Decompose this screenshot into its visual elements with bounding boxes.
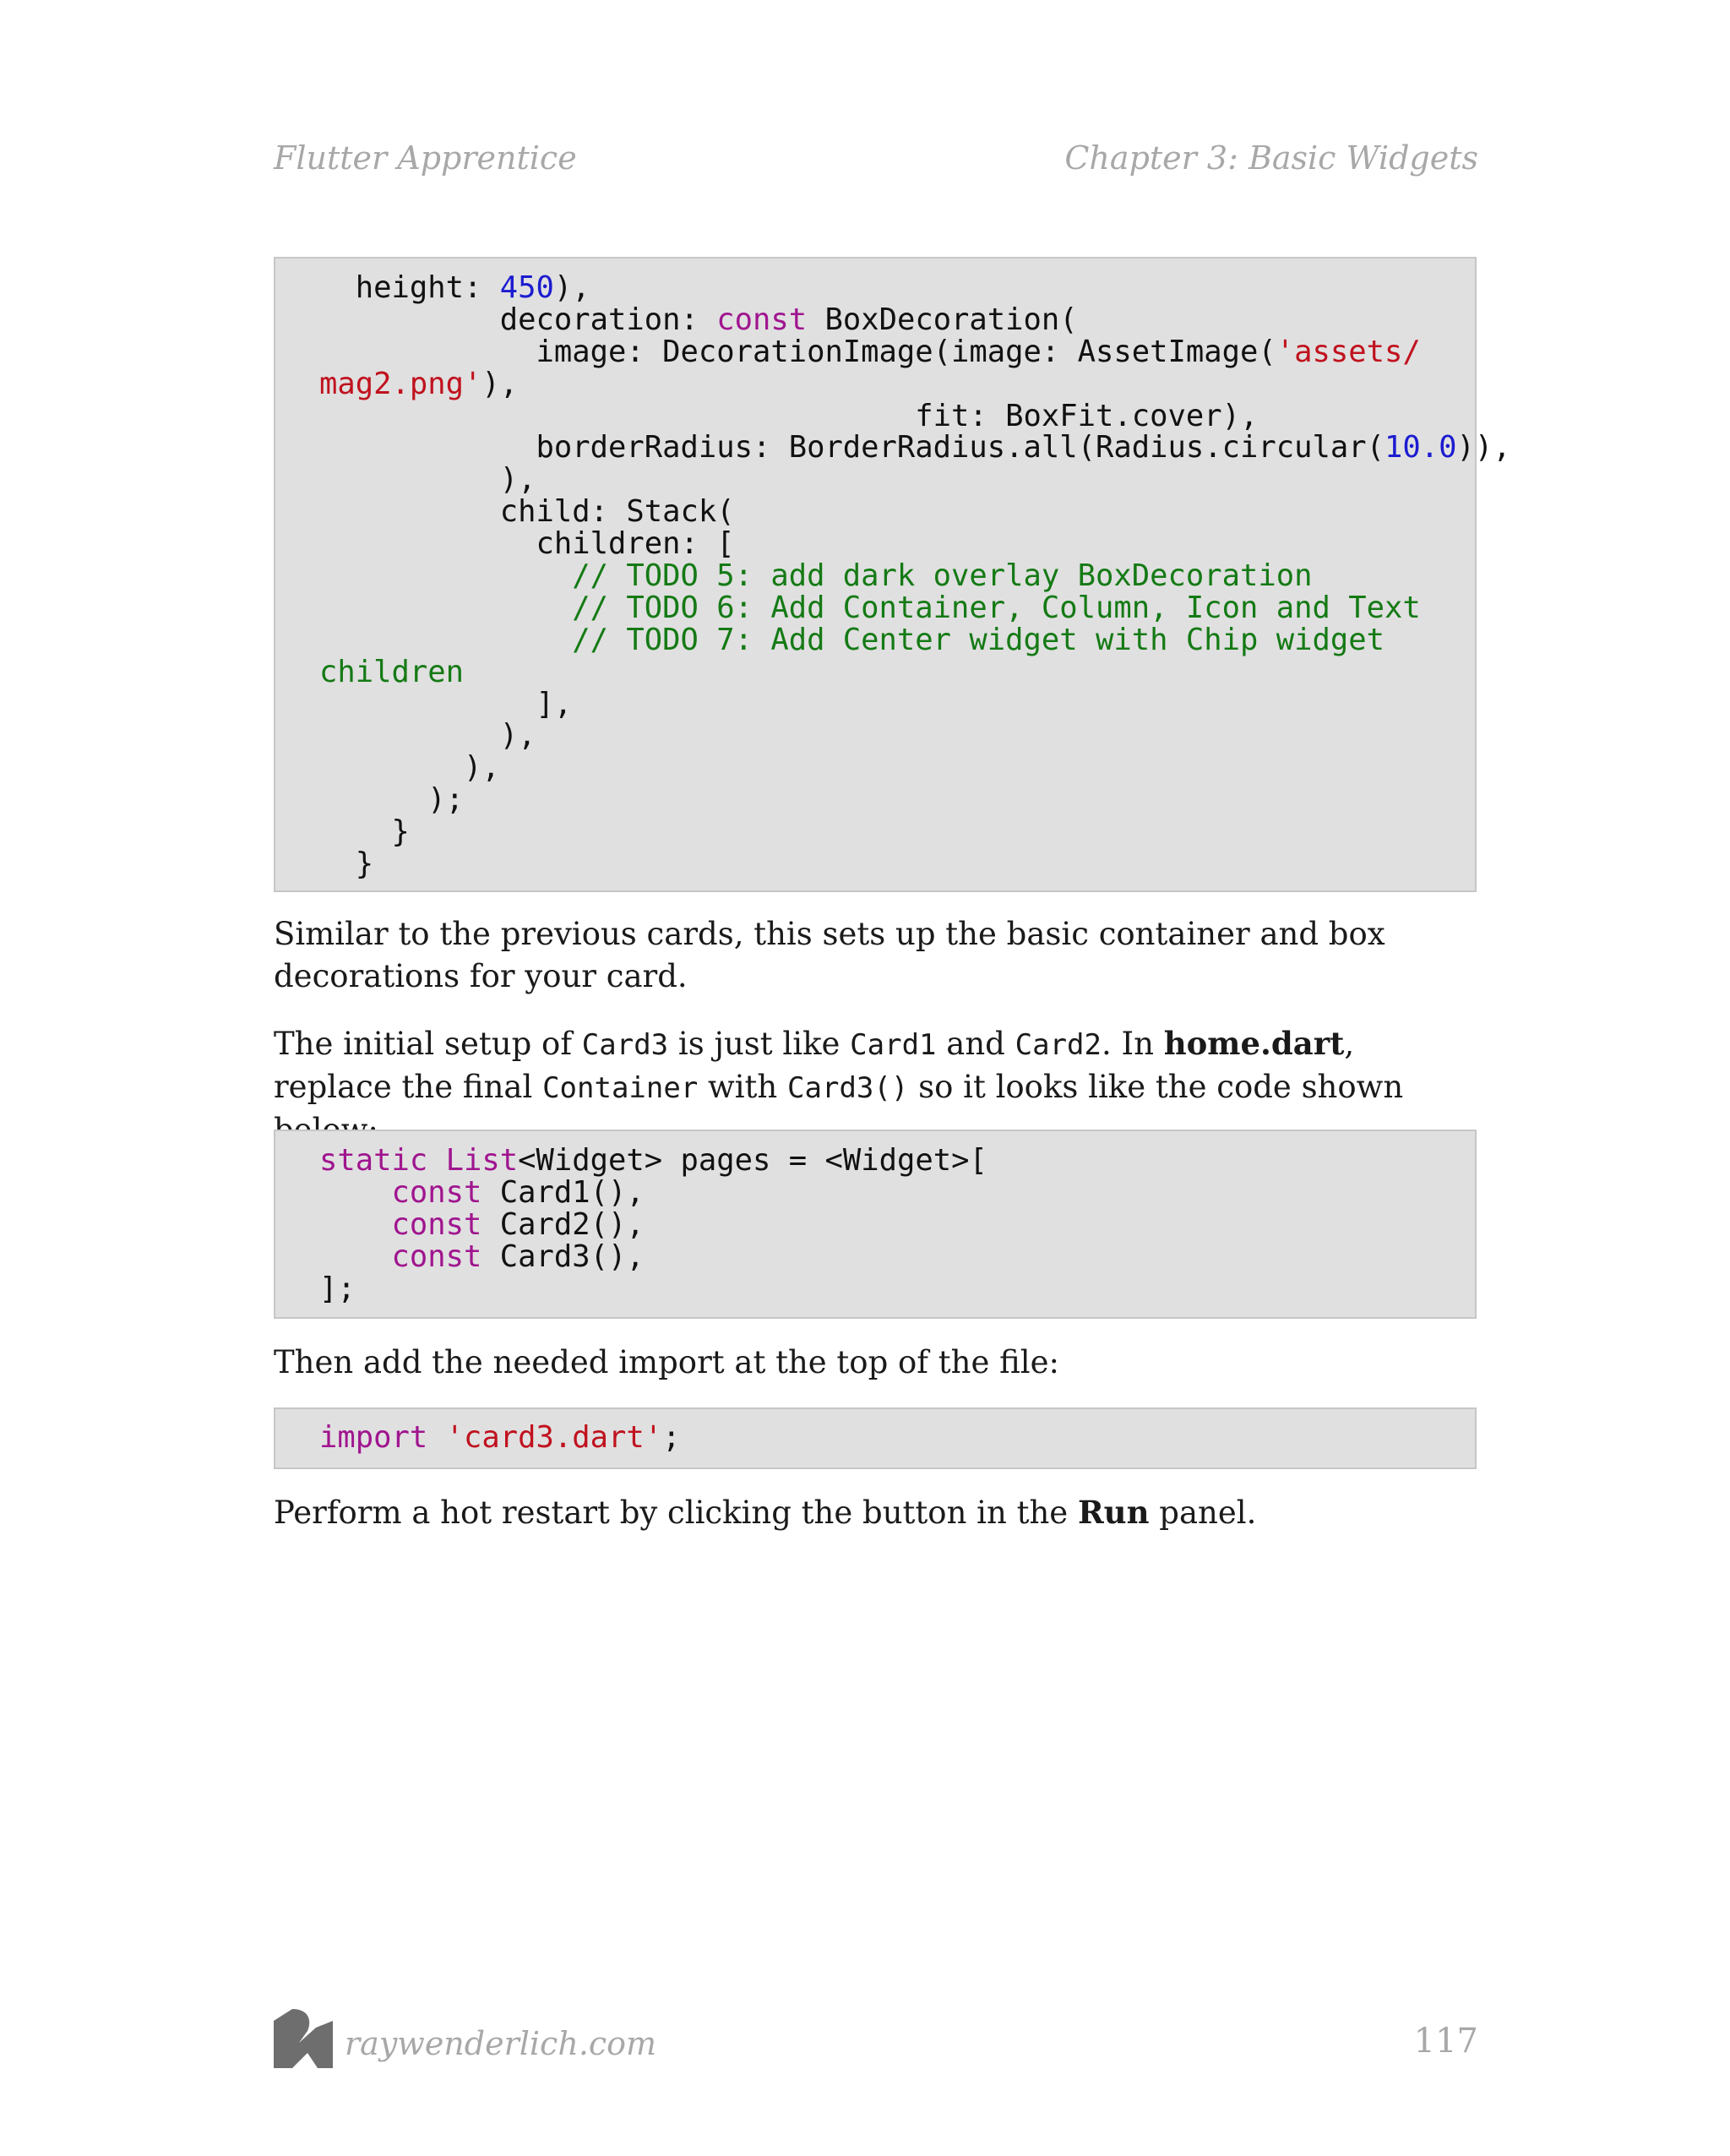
code-line — [319, 656, 1475, 689]
raywenderlich-logo-icon — [274, 2009, 333, 2068]
code-token-plain: Card1(), — [481, 1174, 645, 1210]
code-token-plain: ]; — [319, 1271, 356, 1306]
code-line — [319, 336, 1475, 368]
text-run: with — [698, 1069, 788, 1105]
inline-code: Card2 — [1015, 1028, 1102, 1062]
code-token-plain: ), — [481, 366, 519, 401]
code-line — [319, 430, 1511, 466]
code-token-number: 10.0 — [1385, 430, 1457, 466]
bold-text: home.dart — [1163, 1025, 1345, 1062]
text-run: The initial setup of — [274, 1026, 582, 1062]
code-token-plain — [427, 1420, 445, 1455]
code-token-number: 450 — [499, 270, 554, 305]
text-run: panel. — [1149, 1494, 1257, 1531]
text-run: so it looks like the code shown — [918, 1069, 1404, 1105]
code-line — [319, 400, 1475, 433]
code-token-plain: ); — [319, 782, 464, 818]
code-line — [319, 686, 1475, 721]
paragraph-hot-restart — [274, 1491, 1482, 1534]
code-token-keyword: List — [445, 1143, 519, 1178]
code-token-plain: fit: BoxFit.cover), — [319, 398, 1259, 433]
book-title: Flutter Apprentice — [274, 139, 577, 177]
paragraph-add-import: Then add the needed import at the top of the file: — [274, 1344, 1059, 1380]
code-line — [319, 304, 1475, 336]
code-token-keyword: static — [319, 1143, 428, 1178]
code-token-plain: ), — [553, 270, 590, 305]
code-token-plain: } — [319, 847, 374, 882]
code-token-plain: children: [ — [319, 526, 735, 562]
text-run: Perform a hot restart by clicking the button in the — [274, 1494, 1078, 1531]
code-token-plain: decoration: — [319, 302, 717, 337]
code-token-plain: image: DecorationImage(image: AssetImage( — [319, 334, 1276, 369]
code-line — [319, 1206, 1475, 1242]
code-token-string: 'assets/ — [1276, 334, 1421, 369]
code-token-plain: height: — [319, 270, 500, 305]
inline-code: Card3 — [581, 1028, 669, 1062]
code-line — [319, 592, 1475, 624]
code-token-plain — [319, 1207, 392, 1242]
code-line — [319, 1273, 1475, 1305]
code-token-plain: ), — [319, 718, 536, 754]
code-token-plain: child: Stack( — [319, 494, 735, 530]
code-token-plain: ; — [662, 1420, 681, 1455]
code-token-plain: ), — [319, 750, 500, 786]
code-token-plain: BoxDecoration( — [807, 302, 1078, 337]
code-line — [319, 1174, 1475, 1210]
code-token-plain — [319, 1239, 392, 1274]
code-line — [319, 1145, 1475, 1177]
code-token-plain — [427, 1143, 445, 1178]
code-line — [319, 720, 1475, 752]
chapter-title: Chapter 3: Basic Widgets — [1064, 139, 1478, 177]
code-token-comment: // TODO 6: Add Container, Column, Icon and Text — [319, 590, 1421, 625]
code-line — [319, 528, 1475, 560]
bold-text: Run — [1077, 1494, 1150, 1531]
code-token-plain: ], — [319, 686, 573, 721]
paragraph-card-description: Similar to the previous cards, this sets up the basic container and box decorations for your card. — [274, 916, 1385, 994]
code-token-keyword: import — [319, 1420, 428, 1455]
code-line — [319, 784, 1475, 816]
code-token-plain — [319, 1175, 392, 1210]
text-run: . In — [1101, 1026, 1164, 1062]
code-block-import — [274, 1407, 1477, 1469]
code-token-comment: children — [319, 654, 464, 689]
code-token-comment: // TODO 7: Add Center widget with Chip widget — [319, 622, 1385, 657]
code-line — [319, 848, 1475, 880]
code-token-comment: // TODO 5: add dark overlay BoxDecoration — [319, 558, 1313, 594]
code-line — [319, 464, 1475, 496]
code-token-string: 'card3.dart' — [445, 1420, 663, 1455]
code-token-string: mag2.png' — [319, 366, 482, 401]
code-token-plain: )), — [1456, 430, 1511, 466]
code-token-plain: ), — [319, 462, 536, 498]
code-line — [319, 816, 1475, 848]
code-block-pages-list — [274, 1130, 1477, 1319]
code-token-plain: borderRadius: BorderRadius.all(Radius.circular( — [319, 430, 1385, 466]
code-token-keyword: const — [716, 302, 808, 337]
text-run: and — [936, 1026, 1015, 1062]
text-run: is just like — [668, 1026, 851, 1062]
code-token-plain: Card2(), — [481, 1206, 645, 1242]
code-line — [319, 1422, 1475, 1454]
inline-code: Container — [542, 1071, 699, 1105]
text-run: , replace the final — [274, 1026, 1355, 1105]
code-line — [319, 368, 1475, 400]
code-token-plain: <Widget> pages = <Widget>[ — [518, 1143, 987, 1178]
code-line — [319, 752, 1475, 784]
code-line — [319, 1241, 1475, 1273]
code-token-plain: } — [319, 814, 410, 850]
code-block-card3-widget — [274, 257, 1511, 892]
code-line — [319, 496, 1475, 528]
code-line — [319, 624, 1475, 656]
page-number: 117 — [1413, 2022, 1478, 2061]
code-token-keyword: const — [391, 1174, 482, 1210]
code-token-keyword: const — [391, 1206, 482, 1242]
code-token-plain: Card3(), — [481, 1239, 645, 1274]
code-line — [319, 560, 1475, 592]
footer-site-name: raywenderlich.com — [345, 2025, 657, 2062]
inline-code: Card3() — [787, 1071, 909, 1105]
inline-code: Card1 — [850, 1028, 937, 1062]
code-line — [319, 272, 1475, 304]
code-token-keyword: const — [391, 1239, 482, 1274]
